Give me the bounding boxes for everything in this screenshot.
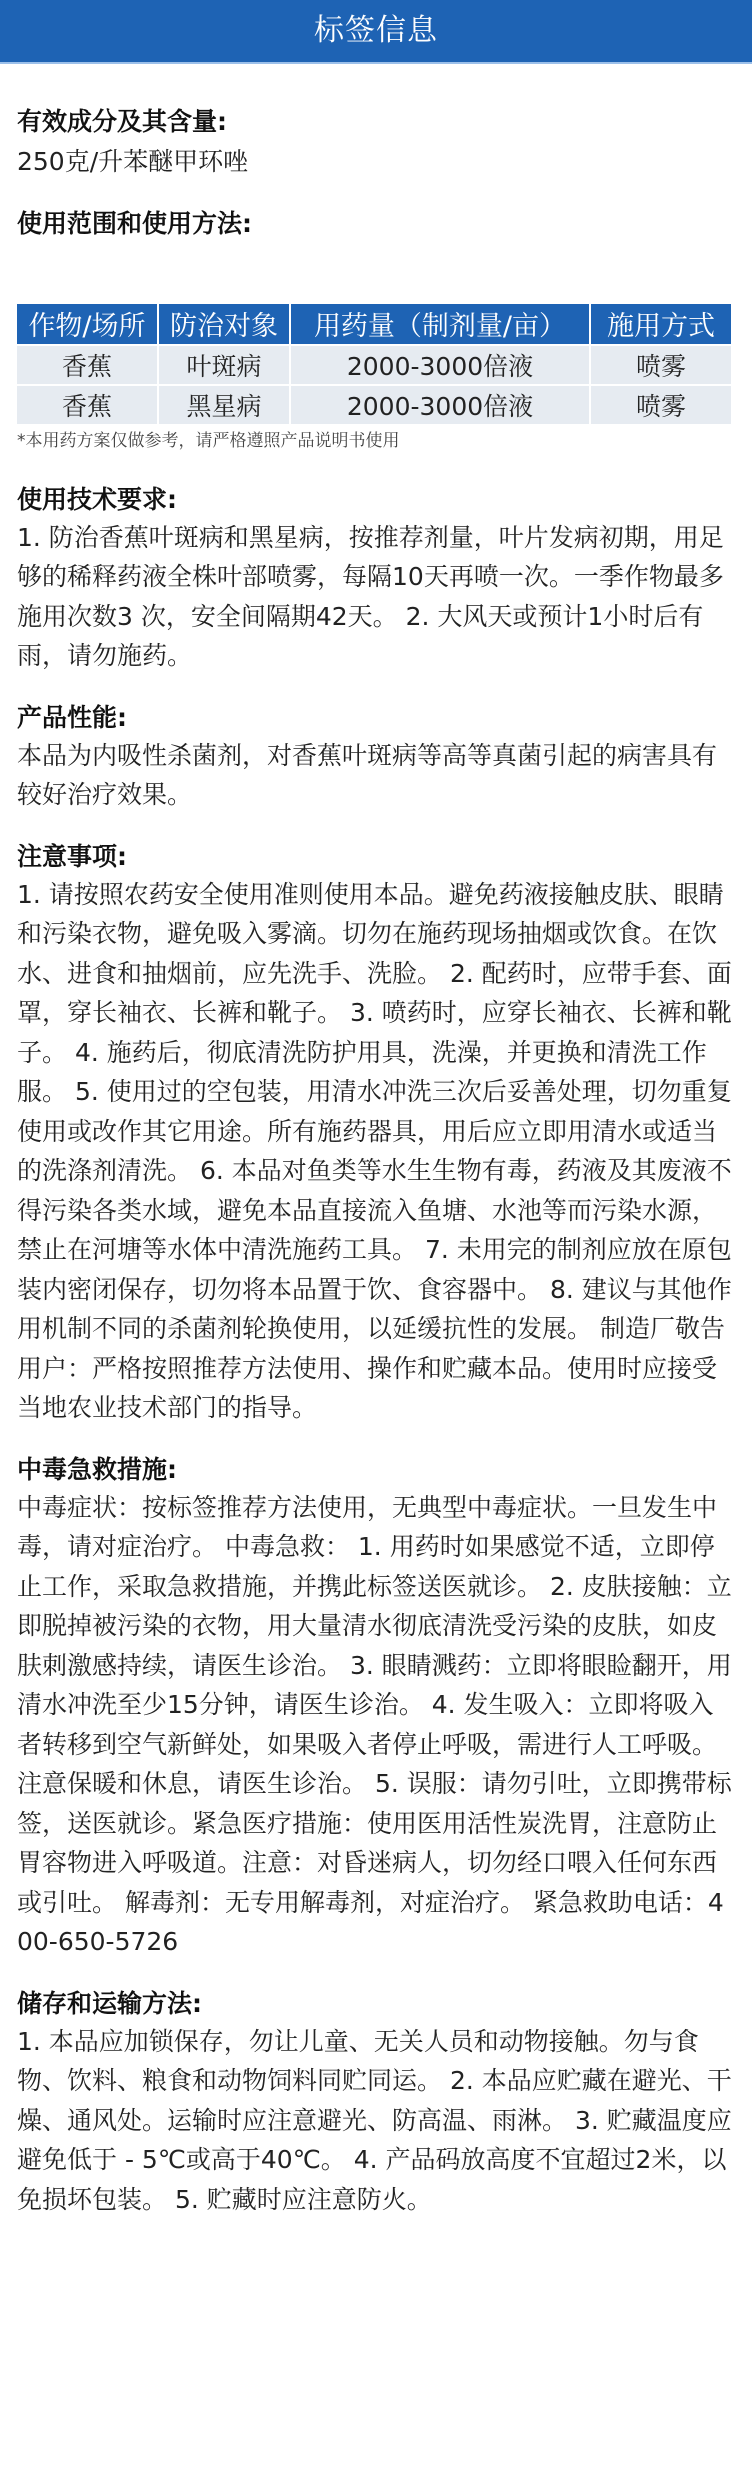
table-row [17, 346, 731, 384]
performance-title: 产品性能: [17, 702, 127, 732]
storage-text: 1. 本品应加锁保存，勿让儿童、无关人员和动物接触。勿与食物、饮料、粮食和动物饲料同贮同运。 2. 本品应贮藏在避光、干燥、通风处。运输时应注意避光、防高温、雨淋。 3. 贮藏温度应避免低于 - 5℃或高于40℃。 4. 产品码放高度不宜超过2米，以免损坏包装。 5. 贮藏时应注意防火。 [17, 2026, 732, 2214]
technique-text: 1. 防治香蕉叶斑病和黑星病，按推荐剂量，叶片发病初期，用足够的稀释药液全株叶部喷雾，每隔10天再喷一次。一季作物最多施用次数3 次，安全间隔期42天。 2. 大风天或预计1小时后有雨，请勿施药。 [17, 522, 724, 670]
ingredient-title: 有效成分及其含量: [17, 107, 227, 136]
first-aid-title: 中毒急救措施: [17, 1454, 177, 1484]
technique-section [17, 454, 735, 676]
column-header-method: 施用方式 [591, 304, 731, 344]
column-header-crop: 作物/场所 [17, 304, 157, 344]
label-info-header [0, 0, 752, 64]
cell-crop: 香蕉 [17, 346, 157, 384]
column-header-dosage: 用药量（制剂量/亩） [291, 304, 589, 344]
usage-title: 使用范围和使用方法: [17, 208, 252, 238]
column-header-target: 防治对象 [159, 304, 289, 344]
label-content [0, 64, 752, 2219]
precautions-title: 注意事项: [17, 841, 127, 871]
first-aid-section [17, 1428, 735, 1962]
cell-dosage: 2000-3000倍液 [291, 346, 589, 384]
cell-crop: 香蕉 [17, 386, 157, 424]
storage-title: 储存和运输方法: [17, 1988, 202, 2018]
usage-disclaimer-note: *本用药方案仅做参考，请严格遵照产品说明书使用 [17, 430, 400, 451]
header-title: 标签信息 [314, 13, 438, 48]
cell-method: 喷雾 [591, 346, 731, 384]
cell-target: 叶斑病 [159, 346, 289, 384]
ingredient-section [17, 64, 735, 182]
usage-table-header-row [17, 304, 731, 344]
usage-table [15, 302, 733, 426]
performance-section [17, 676, 735, 815]
precautions-section [17, 815, 735, 1428]
precautions-text: 1. 请按照农药安全使用准则使用本品。避免药液接触皮肤、眼睛和污染衣物，避免吸入雾滴。切勿在施药现场抽烟或饮食。在饮水、进食和抽烟前，应先洗手、洗脸。 2. 配药时，应带手套、面罩，穿长袖衣、长裤和靴子。 3. 喷药时，应穿长袖衣、长裤和靴子。 4. 施药后，彻底清洗防护用具，洗澡，并更换和清洗工作服。 5. 使用过的空包装，用清水冲洗三次后妥善处理，切勿重复使用或改作其它用途。所有施药器具，用后应立即用清水或适当的洗涤剂清洗。 6. 本品对鱼类等水生生物有毒，药液及其废液不得污染各类水域，避免本品直接流入鱼塘、水池等而污染水源，禁止在河塘等水体中清洗施药工具。 7. 未用完的制剂应放在原包装内密闭保存，切勿将本品置于饮、食容器中。 8. 建议与其他作用机制不同的杀菌剂轮换使用，以延缓抗性的发展。 制造厂敬告用户：严格按照推荐方法使用、操作和贮藏本品。使用时应接受当地农业技术部门的指导。 [17, 879, 732, 1422]
usage-section [17, 182, 735, 454]
storage-section [17, 1962, 735, 2220]
table-row [17, 386, 731, 424]
performance-text: 本品为内吸性杀菌剂，对香蕉叶斑病等高等真菌引起的病害具有较好治疗效果。 [17, 740, 718, 809]
technique-title: 使用技术要求: [17, 484, 177, 514]
ingredient-text: 250克/升苯醚甲环唑 [17, 147, 249, 176]
cell-dosage: 2000-3000倍液 [291, 386, 589, 424]
cell-method: 喷雾 [591, 386, 731, 424]
cell-target: 黑星病 [159, 386, 289, 424]
first-aid-text: 中毒症状：按标签推荐方法使用，无典型中毒症状。一旦发生中毒，请对症治疗。 中毒急救： 1. 用药时如果感觉不适，立即停止工作，采取急救措施，并携此标签送医就诊。 2. 皮肤接触：立即脱掉被污染的衣物，用大量清水彻底清洗受污染的皮肤，如皮肤刺激感持续，请医生诊治。 3. 眼睛溅药：立即将眼睑翻开，用清水冲洗至少15分钟，请医生诊治。 4. 发生吸入：立即将吸入者转移到空气新鲜处，如果吸入者停止呼吸，需进行人工呼吸。注意保暖和休息，请医生诊治。 5. 误服：请勿引吐，立即携带标签，送医就诊。紧急医疗措施：使用医用活性炭洗胃，注意防止胃容物进入呼吸道。注意：对昏迷病人，切勿经口喂入任何东西或引吐。 解毒剂：无专用解毒剂，对症治疗。 紧急救助电话：400-650-5726 [17, 1492, 732, 1956]
